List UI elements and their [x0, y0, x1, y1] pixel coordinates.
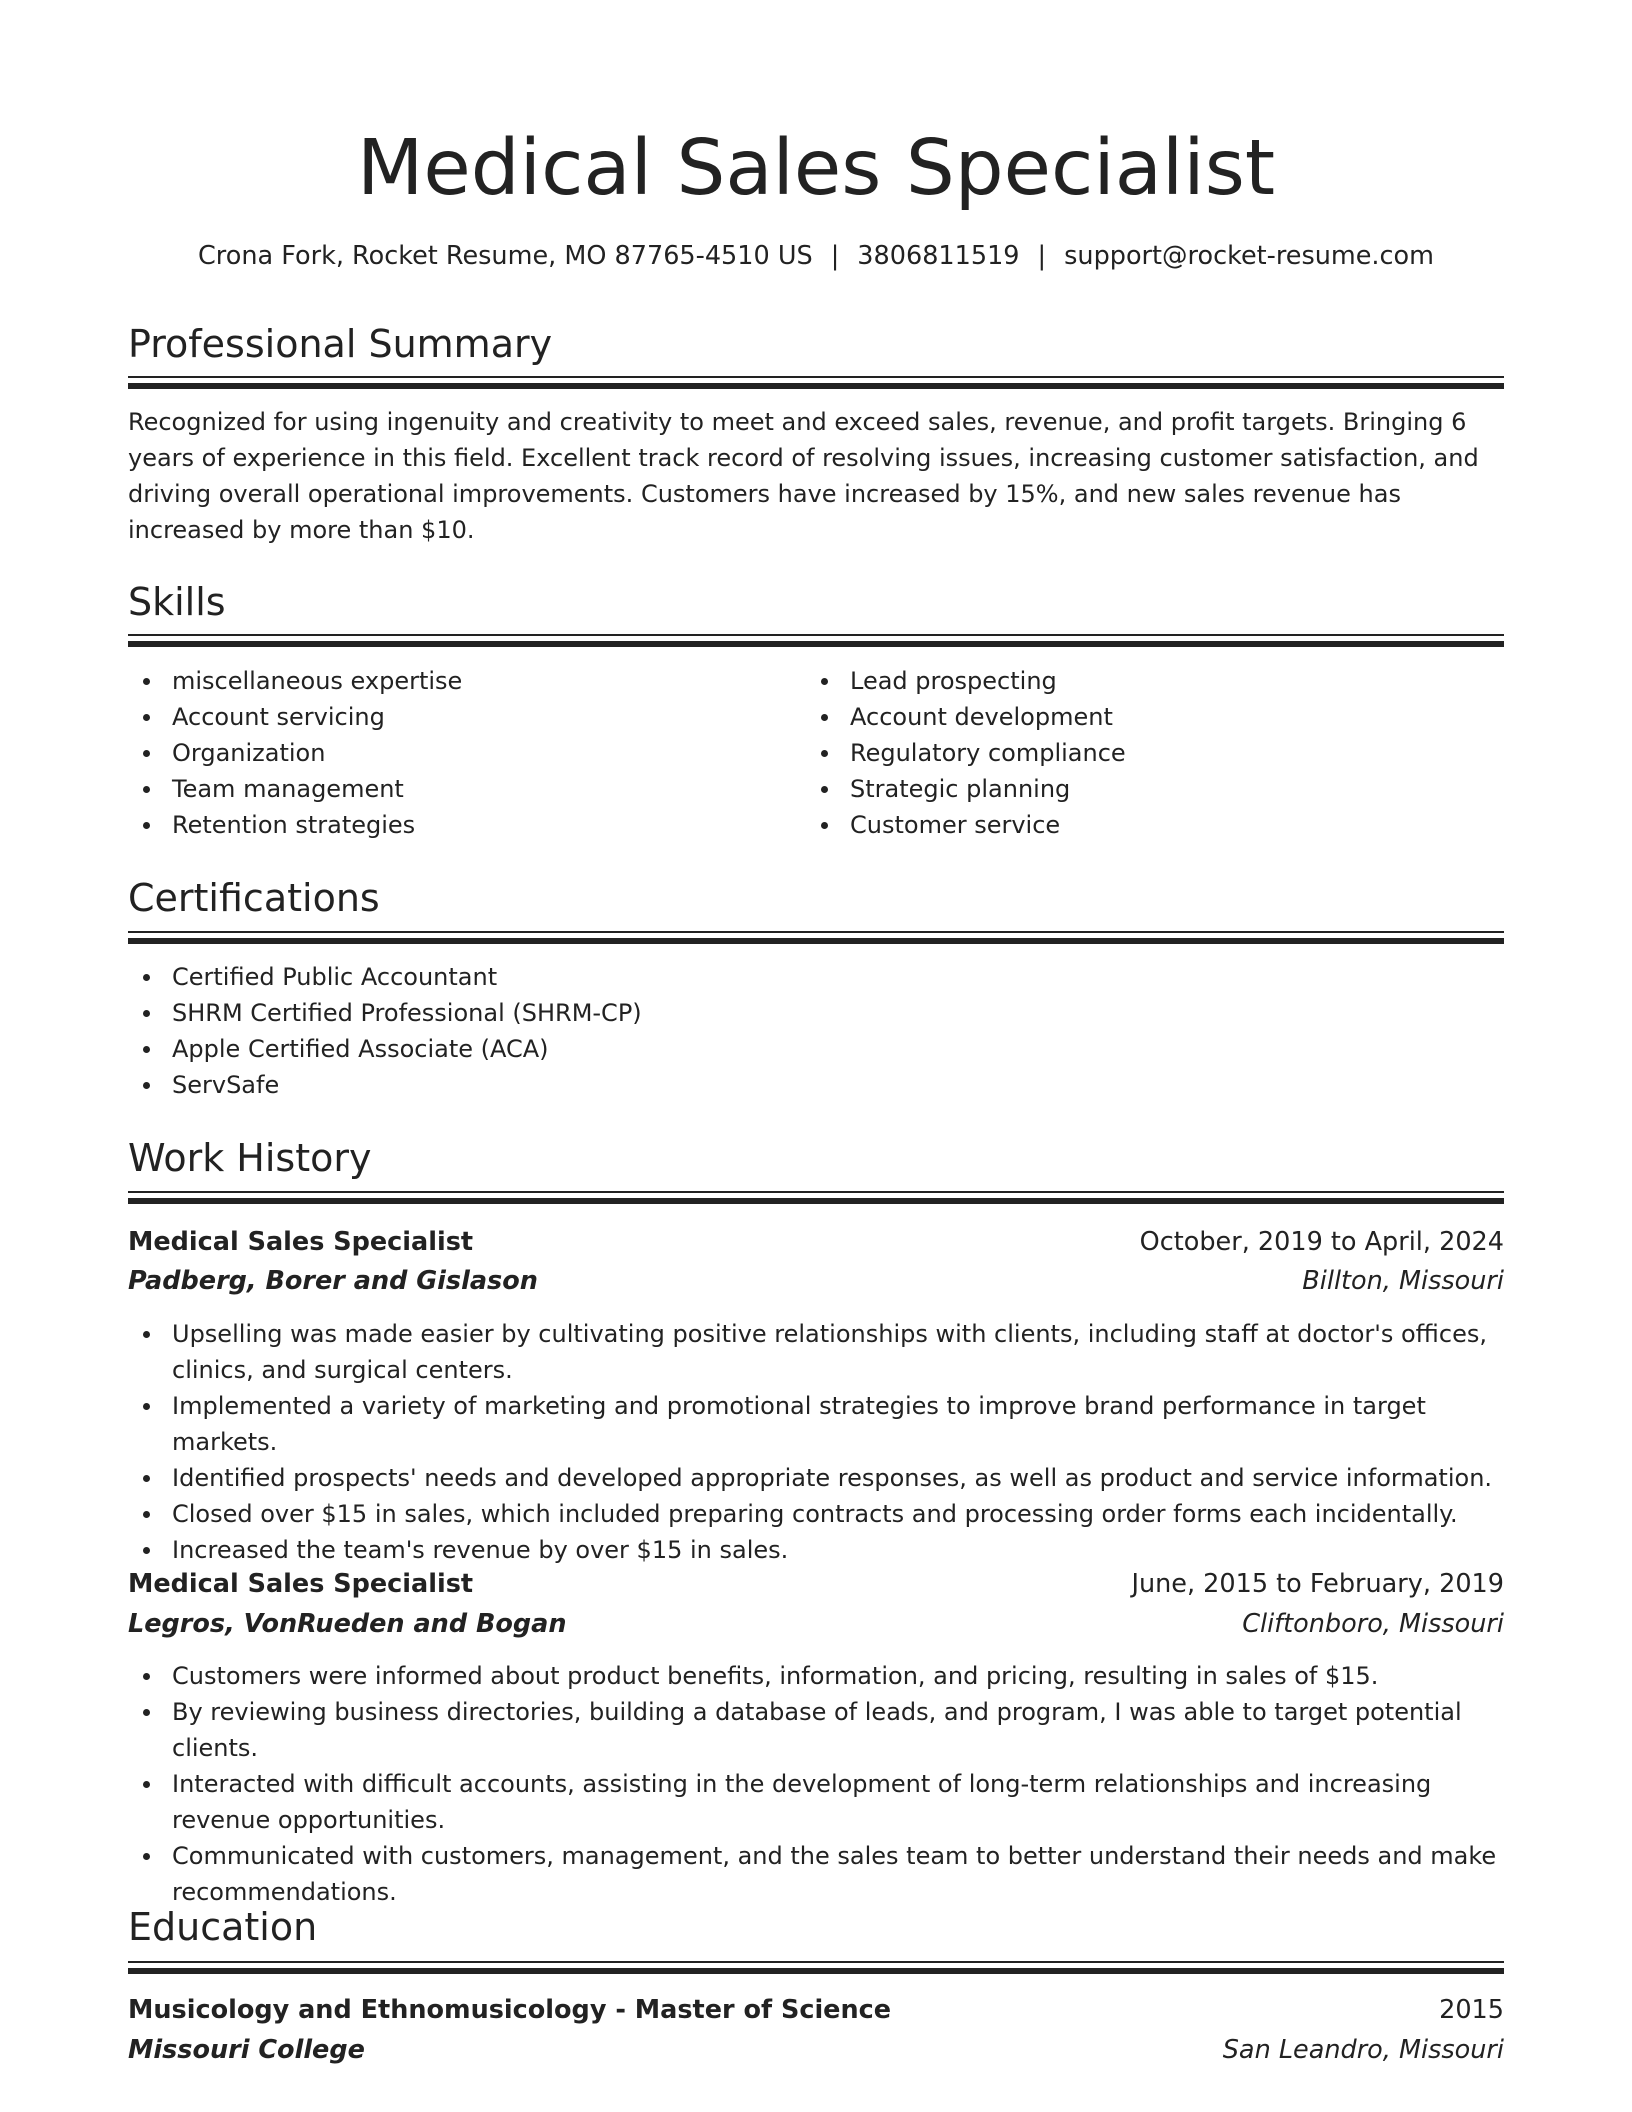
- contact-separator: |: [830, 241, 840, 271]
- skills-list-right: [806, 663, 1504, 843]
- job-bullet: Upselling was made easier by cultivating positive relationships with clients, including staff at doctor's offices, clinics, and surgical centers.: [128, 1316, 1504, 1388]
- contact-email: support@rocket-resume.com: [1064, 241, 1434, 271]
- section-divider: [128, 931, 1504, 944]
- section-divider: [128, 1191, 1504, 1204]
- skill-item: Customer service: [806, 807, 1504, 843]
- skills-heading: Skills: [128, 580, 226, 624]
- skill-item: Lead prospecting: [806, 663, 1504, 699]
- education-school: Missouri College: [128, 2035, 365, 2065]
- contact-address: Crona Fork, Rocket Resume, MO 87765-4510 US: [198, 241, 813, 271]
- job-company: Padberg, Borer and Gislason: [128, 1266, 538, 1296]
- job-bullet: Customers were informed about product benefits, information, and pricing, resulting in sales of $15.: [128, 1658, 1504, 1694]
- certification-item: Apple Certified Associate (ACA): [128, 1031, 1504, 1067]
- contact-separator: |: [1037, 241, 1047, 271]
- skill-item: Retention strategies: [128, 807, 808, 843]
- skill-item: Team management: [128, 771, 808, 807]
- skill-item: Strategic planning: [806, 771, 1504, 807]
- skill-item: Regulatory compliance: [806, 735, 1504, 771]
- section-divider: [128, 634, 1504, 647]
- education-heading: Education: [128, 1905, 318, 1949]
- education-year: 2015: [1439, 1995, 1504, 2025]
- contact-phone: 3806811519: [857, 241, 1020, 271]
- job-bullet: By reviewing business directories, building a database of leads, and program, I was able to target potential clients.: [128, 1694, 1504, 1766]
- summary-heading: Professional Summary: [128, 322, 553, 366]
- section-divider: [128, 1961, 1504, 1974]
- contact-line: [0, 238, 1632, 274]
- skill-item: Organization: [128, 735, 808, 771]
- resume-title: Medical Sales Specialist: [356, 124, 1276, 213]
- education-header: [128, 1990, 1504, 2030]
- job-location: Cliftonboro, Missouri: [1242, 1609, 1504, 1639]
- job-employer-row: [128, 1261, 1504, 1301]
- job-bullet: Communicated with customers, management, and the sales team to better understand their needs and make recommendations.: [128, 1838, 1504, 1910]
- job-dates: October, 2019 to April, 2024: [1139, 1227, 1504, 1257]
- education-degree: Musicology and Ethnomusicology - Master of Science: [128, 1995, 892, 2025]
- job-employer-row: [128, 1604, 1504, 1644]
- job-header: [128, 1222, 1504, 1262]
- job-title: Medical Sales Specialist: [128, 1227, 474, 1257]
- skill-item: Account development: [806, 699, 1504, 735]
- job-bullet: Increased the team's revenue by over $15 in sales.: [128, 1532, 1504, 1568]
- job-bullet: Closed over $15 in sales, which included preparing contracts and processing order forms each incidentally.: [128, 1496, 1504, 1532]
- job-location: Billton, Missouri: [1302, 1266, 1504, 1296]
- job-bullet: Implemented a variety of marketing and promotional strategies to improve brand performance in target markets.: [128, 1388, 1504, 1460]
- certification-item: ServSafe: [128, 1067, 1504, 1103]
- skills-section: [128, 578, 1504, 839]
- education-location: San Leandro, Missouri: [1222, 2035, 1504, 2065]
- work-history-heading: Work History: [128, 1136, 372, 1180]
- summary-text: Recognized for using ingenuity and creativity to meet and exceed sales, revenue, and profit targets. Bringing 6 years of experience in this field. Excellent track record of resolving issues, increasing customer satisfaction, and driving overall operational improvements. Customers have increased by 15%, and new sales revenue has increased by more than $10.: [128, 408, 1479, 544]
- certifications-section: [128, 874, 1504, 1099]
- job-company: Legros, VonRueden and Bogan: [128, 1609, 567, 1639]
- education-section: [128, 1903, 1504, 2065]
- job-header: [128, 1564, 1504, 1604]
- section-divider: [128, 376, 1504, 389]
- certification-item: Certified Public Accountant: [128, 959, 1504, 995]
- skill-item: miscellaneous expertise: [128, 663, 808, 699]
- job-bullet: Identified prospects' needs and developed appropriate responses, as well as product and service information.: [128, 1460, 1504, 1496]
- job-title: Medical Sales Specialist: [128, 1569, 474, 1599]
- job-dates: June, 2015 to February, 2019: [1131, 1569, 1504, 1599]
- summary-section: [128, 320, 1504, 544]
- job-bullets: [128, 1316, 1504, 1568]
- job-bullets: [128, 1658, 1504, 1910]
- education-school-row: [128, 2030, 1504, 2070]
- certifications-list: [128, 959, 1504, 1103]
- certifications-heading: Certifications: [128, 876, 380, 920]
- certification-item: SHRM Certified Professional (SHRM-CP): [128, 995, 1504, 1031]
- skill-item: Account servicing: [128, 699, 808, 735]
- work-history-section: [128, 1134, 1504, 1906]
- skills-list-left: [128, 663, 808, 843]
- job-bullet: Interacted with difficult accounts, assisting in the development of long-term relationships and increasing revenue opportunities.: [128, 1766, 1504, 1838]
